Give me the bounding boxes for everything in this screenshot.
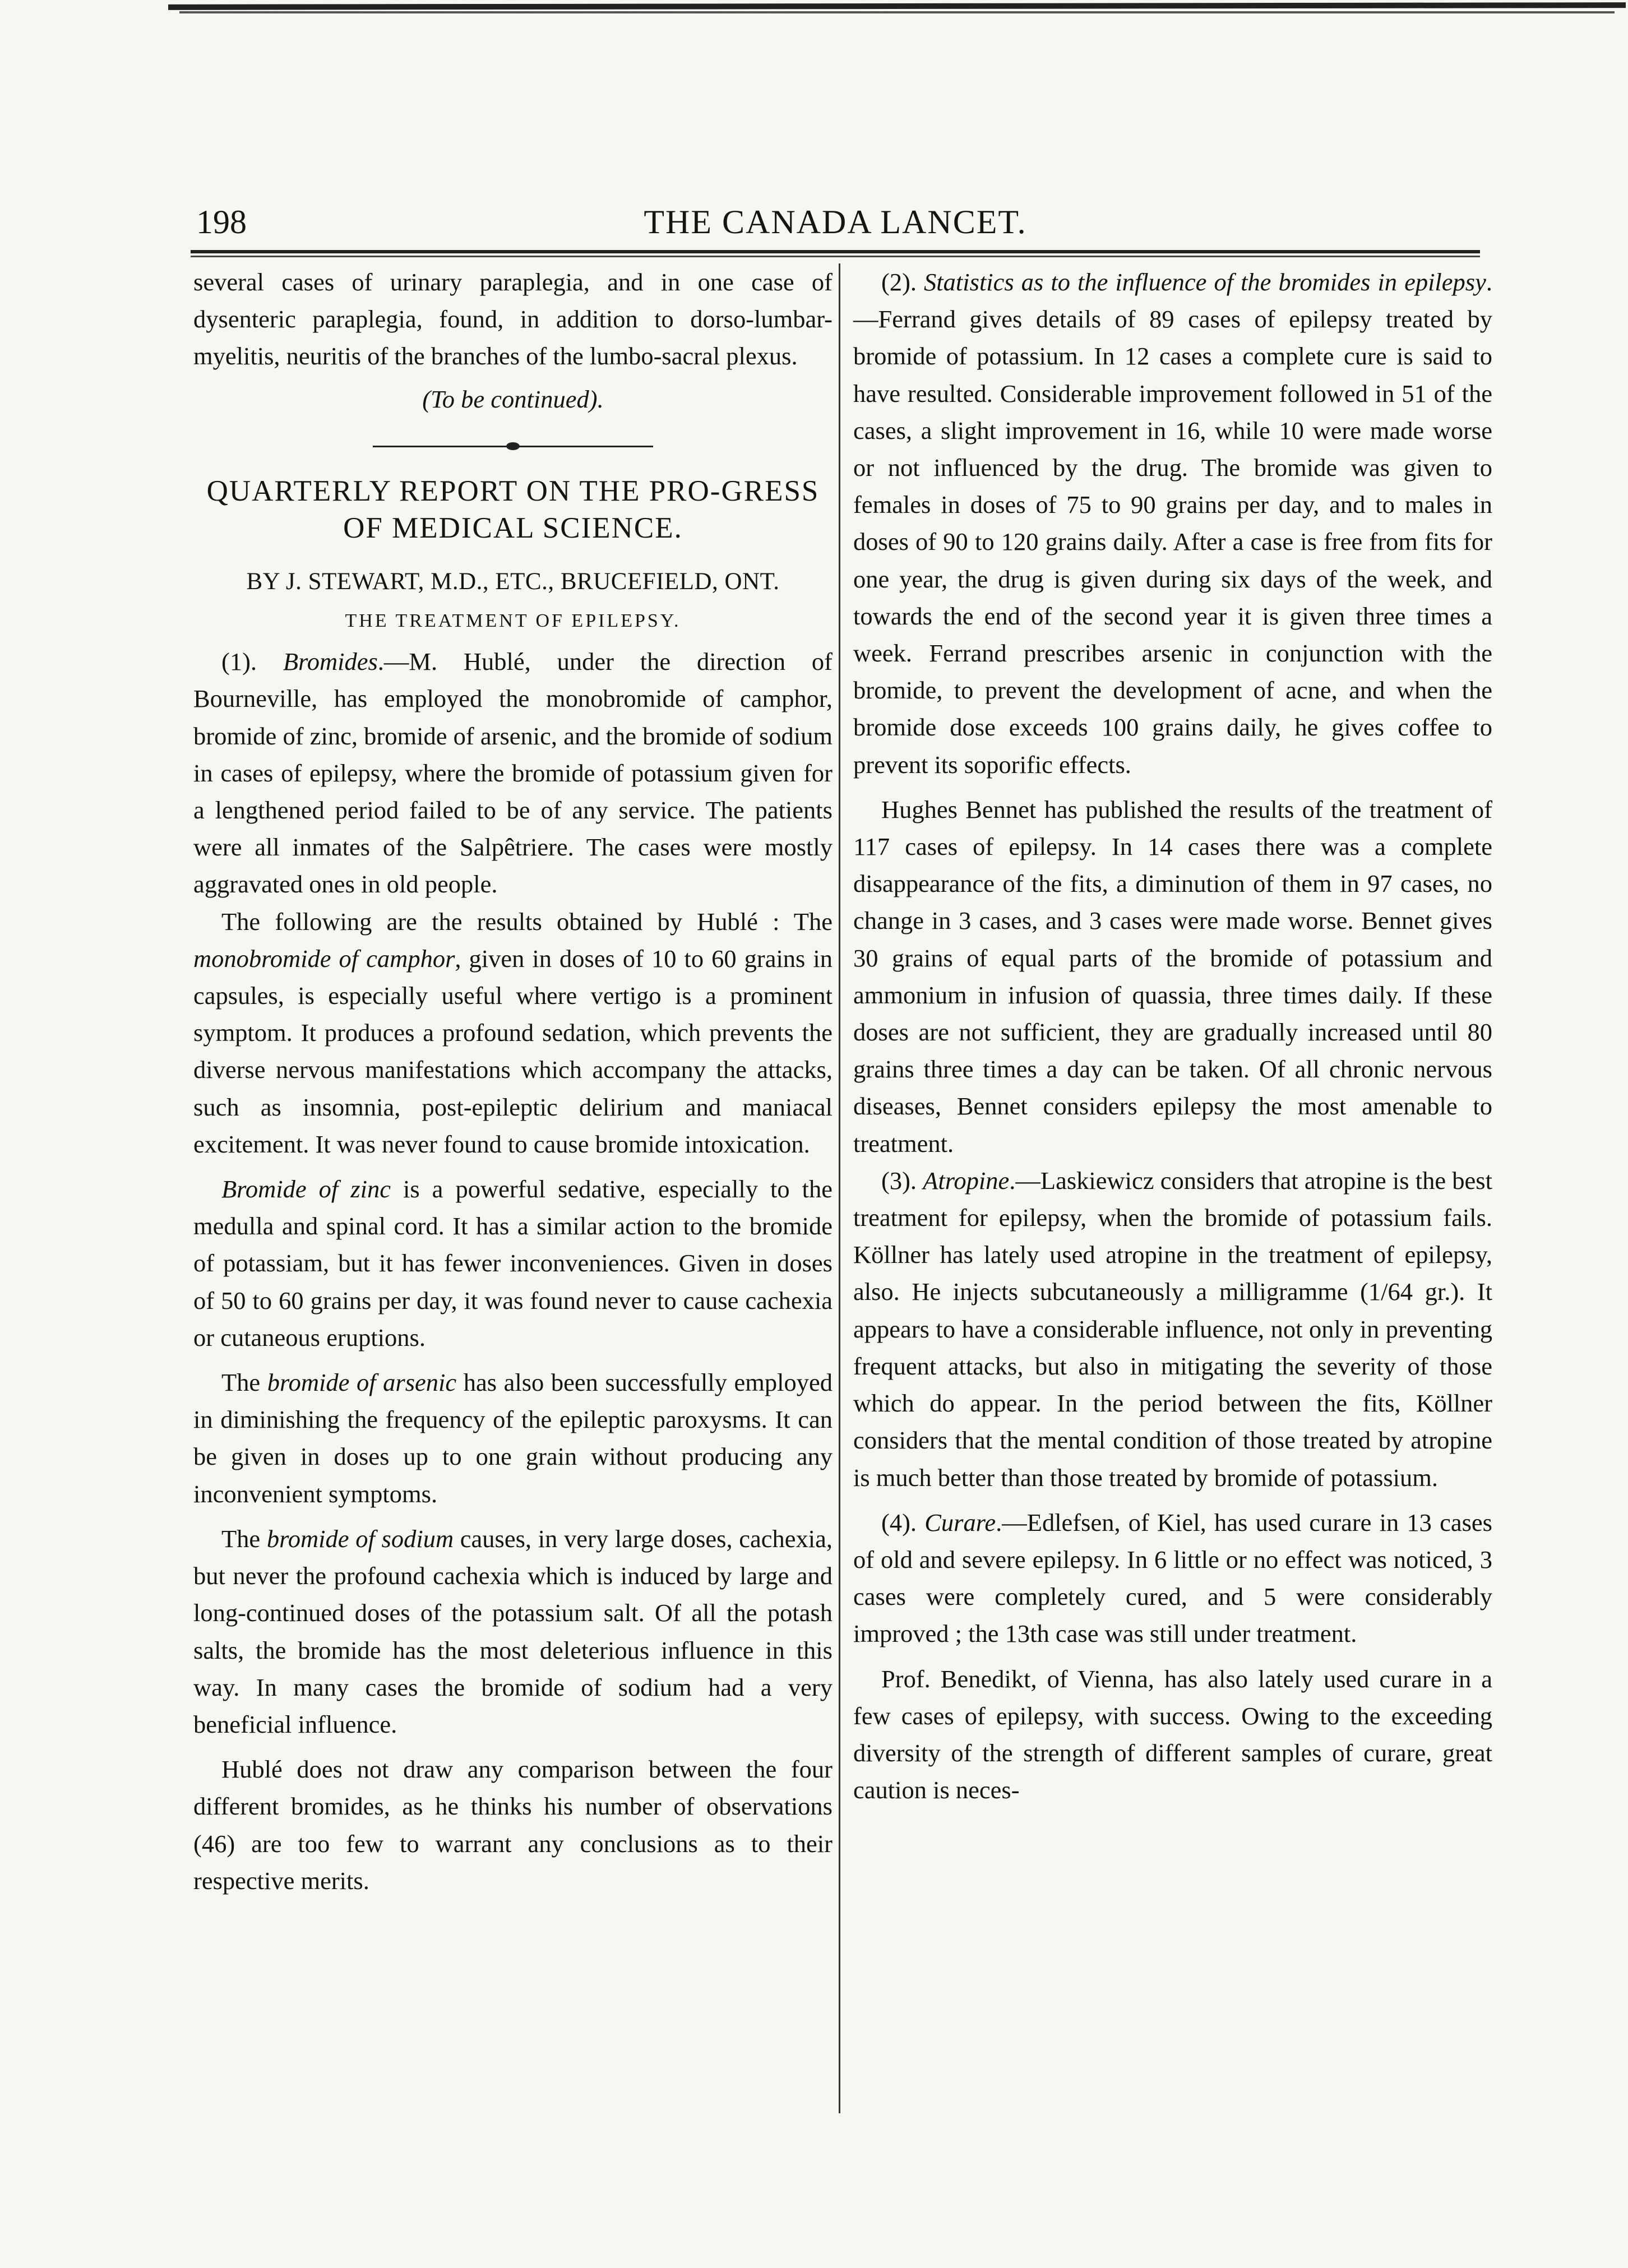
paragraph-hughes-bennet: Hughes Bennet has published the results of the treatment of 117 cases of epilepsy. In 14 cases there was a complete disappearance of the fits, a diminution of them in 97 cases, no change in 3 cases, and 3 cases were made worse. Bennet gives 30 grains of equal parts of the bromide of potassium and ammonium in infusion of quassia, three times daily. If these doses are not sufficient, they are gradually increased until 80 grains three times a day can be taken. Of all chronic nervous diseases, Bennet considers epilepsy the most amenable to treatment.: [853, 795, 1492, 1158]
paragraph-bromide-arsenic: The bromide of arsenic has also been successfully employed in diminishing the frequency of the epileptic paroxysms. It can be given in doses up to one grain without producing any inconvenient symptoms.: [193, 1368, 832, 1508]
paragraph-bromide-zinc: Bromide of zinc is a powerful sedative, especially to the medulla and spinal cord. It has a similar action to the bromide of potassiam, but it has fewer inconveniences. Given in doses of 50 to 60 grains per day, it was found never to cause cachexia or cutaneous eruptions.: [193, 1175, 832, 1351]
header-rule-thin: [191, 256, 1480, 257]
header-rule: [191, 250, 1480, 253]
byline: BY J. STEWART, M.D., ETC., BRUCEFIELD, ONT.: [246, 568, 780, 595]
top-edge-rule: [168, 2, 1626, 10]
paragraph-statistics: (2). Statistics as to the influence of the bromides in epilepsy.—Ferrand gives details of 89 cases of epilepsy treated by bromide of potassium. In 12 cases a complete cure is said to have resulted. Considerable improvement followed in 51 of the cases, a slight improvement in 16, while 10 were made worse or not influenced by the drug. The bromide was given to females in doses of 75 to 90 grains per day, and to males in doses of 90 to 120 grains daily. After a case is free from fits for one year, the drug is given during six days of the week, and towards the end of the second year it is given three times a week. Ferrand prescribes arsenic in conjunction with the bromide, to prevent the development of acne, and when the bromide dose exceeds 100 grains daily, he gives coffee to prevent its soporific effects.: [853, 268, 1492, 779]
paragraph-bromides: (1). Bromides.—M. Hublé, under the direction of Bourneville, has employed the monobromide of camphor, bromide of zinc, bromide of arsenic, and the bromide of sodium in cases of epilepsy, where the bromide of potassium given for a lengthened period failed to be of any service. The patients were all inmates of the Salpêtriere. The cases were mostly aggravated ones in old people.: [193, 647, 833, 899]
page-header: [191, 203, 1480, 248]
to-be-continued: (To be continued).: [422, 385, 604, 413]
paragraph-atropine: (3). Atropine.—Laskiewicz considers that atropine is the best treatment for epilepsy, when the bromide of potassium fails. Köllner has lately used atropine in the treatment of epilepsy, also. He injects subcutaneously a milligramme (1/64 gr.). It appears to have a considerable influence, not only in preventing frequent attacks, but also in mitigating the severity of those which do appear. In the period between the fits, Köllner considers that the mental condition of those treated by atropine is much better than those treated by bromide of potassium.: [853, 1166, 1492, 1492]
continued-paragraph: several cases of urinary paraplegia, and in one case of dysenteric paraplegia, found, in addition to dorso-lumbar-myelitis, neuritis of the branches of the lumbo-sacral plexus.: [193, 268, 832, 371]
paragraph-curare: (4). Curare.—Edlefsen, of Kiel, has used curare in 13 cases of old and severe epilepsy. In 6 little or no effect was noticed, 3 cases were completely cured, and 5 were considerably improved ; the 13th case was still under treatment.: [853, 1508, 1492, 1648]
paragraph-comparison: Hublé does not draw any comparison between the four different bromides, as he thinks his number of observations (46) are too few to warrant any conclusions as to their respective merits.: [193, 1755, 832, 1895]
column-divider: [839, 263, 840, 2113]
run-in-head: Bromides: [283, 647, 378, 676]
running-title: THE CANADA LANCET.: [644, 203, 1027, 240]
top-edge-rule-thin: [179, 11, 1615, 13]
section-heading: THE TREATMENT OF EPILEPSY.: [345, 610, 681, 632]
paragraph-benedikt: Prof. Benedikt, of Vienna, has also lately used curare in a few cases of epilepsy, with success. Owing to the exceeding diversity of the strength of different samples of curare, great caution is neces-: [853, 1664, 1492, 1804]
section-divider-ornament: [373, 442, 653, 450]
report-title: QUARTERLY REPORT ON THE PRO-GRESS OF MEDICAL SCIENCE.: [206, 474, 820, 544]
left-column: [193, 263, 832, 1899]
paragraph-monobromide: The following are the results obtained by Hublé : The monobromide of camphor, given in doses of 10 to 60 grains in capsules, is especially useful where vertigo is a prominent symptom. It produces a profound sedation, which prevents the diverse nervous manifestations which accompany the attacks, such as insomnia, post-epileptic delirium and maniacal excitement. It was never found to cause bromide intoxication.: [193, 907, 832, 1158]
right-column: [853, 263, 1492, 1808]
run-in-head: Statistics as to the influence of the bromides in epilepsy: [924, 268, 1486, 296]
paragraph-bromide-sodium: The bromide of sodium causes, in very large doses, cachexia, but never the profound cachexia which is induced by large and long-continued doses of the potassium salt. Of all the potash salts, the bromide has the most deleterious influence in this way. In many cases the bromide of sodium had a very beneficial influence.: [193, 1524, 833, 1738]
page-number: 198: [196, 203, 247, 240]
